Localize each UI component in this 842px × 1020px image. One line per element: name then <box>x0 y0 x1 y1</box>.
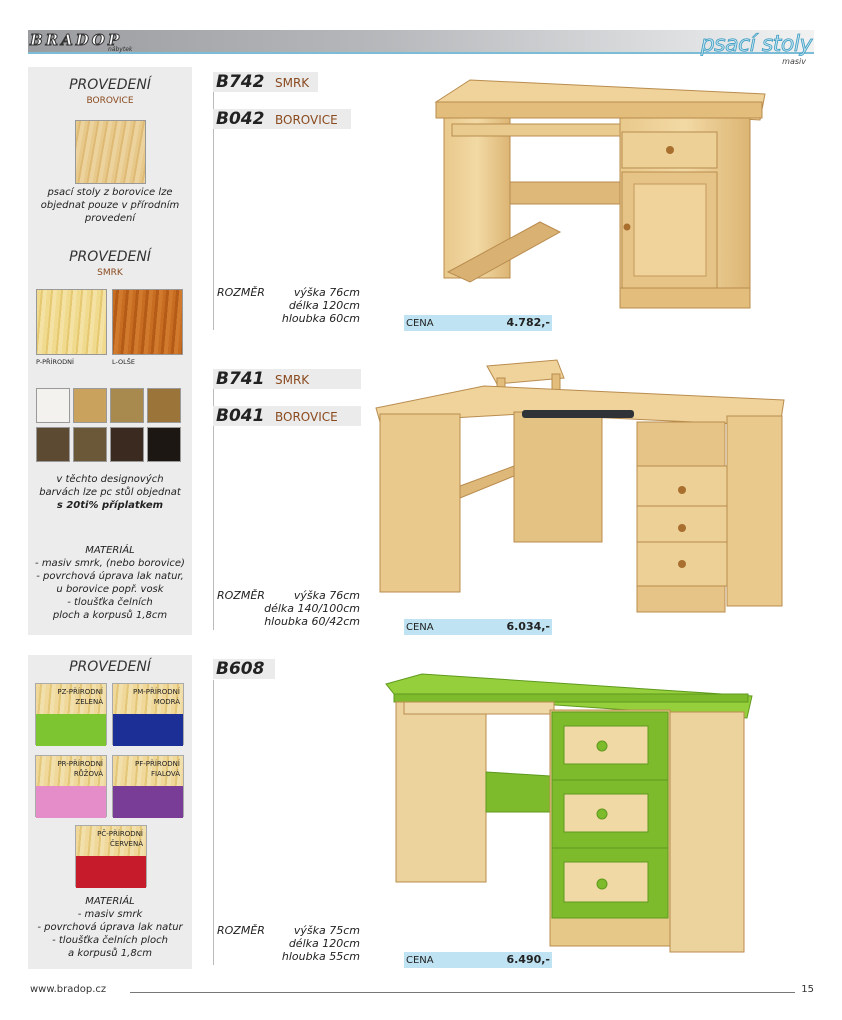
price-value: 6.034,- <box>506 620 550 633</box>
note-design-colors: v těchto designových barvách lze pc stůl objednat s 20ti% příplatkem <box>39 474 181 511</box>
design-color-swatch <box>73 427 107 462</box>
swatch-prirodni <box>36 289 107 355</box>
page-number: 15 <box>801 984 814 995</box>
product-code: B042 <box>216 109 265 129</box>
design-color-swatch <box>147 388 181 423</box>
swatch-label-prirodni: P-PŘÍRODNÍ <box>36 358 74 366</box>
design-color-swatch <box>110 388 144 423</box>
sidebar-panel-colors <box>28 655 192 969</box>
color-swatch-green: PZ-PŘÍRODNÍ ZELENÁ <box>35 683 107 745</box>
section-title-provedeni-smrk: PROVEDENÍ <box>69 249 151 265</box>
dimension-label: ROZMĚR <box>217 589 265 602</box>
note-borovice: psací stoly z borovice lze objednat pouze v přírodním provedení <box>40 187 180 224</box>
product-code: B741 <box>216 369 265 389</box>
dimension-label: ROZMĚR <box>217 924 265 937</box>
color-swatch-purple: PF-PŘÍRODNÍ FIALOVÁ <box>112 755 184 817</box>
color-swatch-blue: PM-PŘÍRODNÍ MODRÁ <box>112 683 184 745</box>
material-block-1: MATERIÁL - masiv smrk, (nebo borovice) - povrchová úprava lak natur, u borovice popř. vosk - tloušťka čelních ploch a korpusů 1,8cm <box>35 545 185 621</box>
price-label: CENA <box>406 318 434 329</box>
header-rule <box>28 52 814 54</box>
footer-url[interactable]: www.bradop.cz <box>30 984 107 995</box>
header-bar <box>28 30 814 52</box>
material-block-2: MATERIÁL - masiv smrk - povrchová úprava lak natur - tloušťka čelních ploch a korpusů 1,8cm <box>37 896 183 959</box>
design-color-swatch <box>36 427 70 462</box>
price-value: 6.490,- <box>506 953 550 966</box>
product-code: B041 <box>216 406 265 426</box>
category-subtitle: masiv <box>782 57 806 66</box>
sidebar-panel-finishes <box>28 67 192 635</box>
product-wood: BOROVICE <box>275 113 338 127</box>
design-color-swatch <box>73 388 107 423</box>
product-wood: SMRK <box>275 373 310 387</box>
swatch-olse <box>112 289 183 355</box>
color-swatch-pink: PR-PŘÍRODNÍ RŮŽOVÁ <box>35 755 107 817</box>
product-wood: SMRK <box>275 76 310 90</box>
swatch-borovice <box>75 120 146 184</box>
product-code: B608 <box>216 659 265 679</box>
desk-b608-image <box>382 672 754 954</box>
desk-b741-image <box>372 356 792 614</box>
dimension-values: výška 76cm délka 140/100cm hloubka 60/42cm <box>264 589 360 628</box>
section-title-provedeni-color: PROVEDENÍ <box>69 659 151 675</box>
product-wood: BOROVICE <box>275 410 338 424</box>
swatch-label-olse: L-OLŠE <box>112 358 136 366</box>
dimension-label: ROZMĚR <box>217 286 265 299</box>
price-label: CENA <box>406 622 434 633</box>
product-code: B742 <box>216 72 265 92</box>
desk-b742-image <box>430 72 770 317</box>
section-wood-borovice: BOROVICE <box>86 96 134 106</box>
footer-rule <box>130 992 795 993</box>
section-title-provedeni: PROVEDENÍ <box>69 77 151 93</box>
brand-subtitle: nábytek <box>108 46 133 53</box>
dimension-values: výška 75cm délka 120cm hloubka 55cm <box>281 924 360 963</box>
design-color-swatch <box>36 388 70 423</box>
color-swatch-red: PČ-PŘÍRODNÍ ČERVENÁ <box>75 825 147 887</box>
design-color-swatch <box>110 427 144 462</box>
column-divider <box>213 680 214 965</box>
brand-logo: BRADOP <box>30 31 123 49</box>
price-label: CENA <box>406 955 434 966</box>
category-title: psací stoly <box>700 32 812 57</box>
dimension-values: výška 76cm délka 120cm hloubka 60cm <box>281 286 360 325</box>
section-wood-smrk: SMRK <box>97 268 123 278</box>
price-value: 4.782,- <box>506 316 550 329</box>
design-color-swatch <box>147 427 181 462</box>
